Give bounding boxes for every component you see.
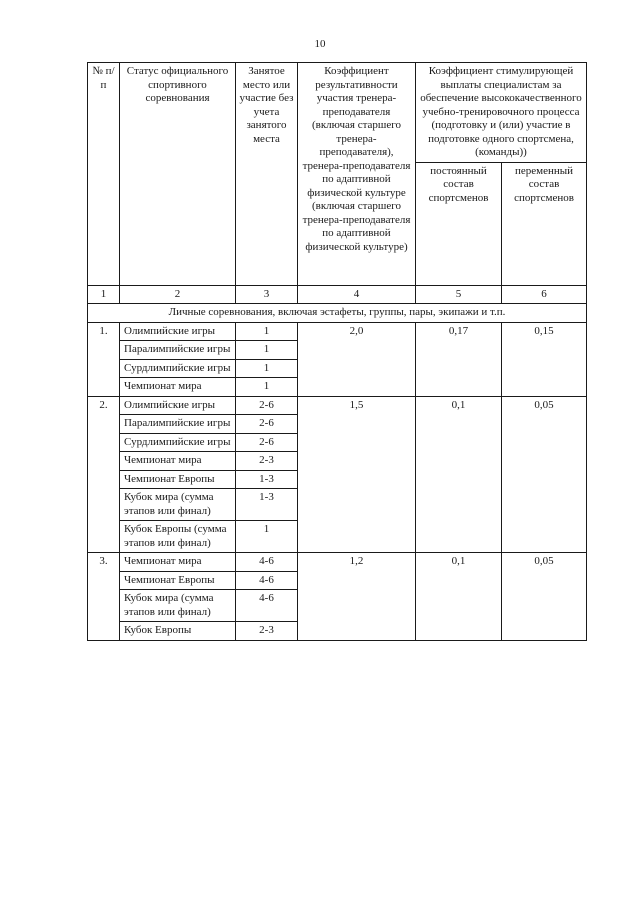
place: 1-3: [236, 489, 298, 521]
col-number: 6: [502, 285, 587, 304]
coef-permanent: 0,1: [416, 553, 502, 641]
coef-result: 2,0: [298, 322, 416, 396]
coef-variable: 0,05: [502, 553, 587, 641]
page-number: 10: [314, 38, 326, 50]
place: 2-6: [236, 396, 298, 415]
place: 1: [236, 322, 298, 341]
place: 1: [236, 359, 298, 378]
competition-status: Чемпионат мира: [120, 378, 236, 397]
place: 1-3: [236, 470, 298, 489]
header-coef-result: Коэффициент результативности участия тренера-преподавателя (включая старшего тренера-преподавателя), тренера-преподавателя по адаптивной физической культуре (включая старшего тренера-преподавателя по адаптивной физической культуре): [298, 63, 416, 286]
header-place: Занятое место или участие без учета занятого места: [236, 63, 298, 286]
group-num: 1.: [88, 322, 120, 396]
header-coef-stim: Коэффициент стимулирующей выплаты специалистам за обеспечение высококачественного учебно-тренировочного процесса (подготовку и (или) участие в подготовке одного спортсмена, (команды)): [416, 63, 587, 163]
place: 2-6: [236, 433, 298, 452]
competition-status: Паралимпийские игры: [120, 415, 236, 434]
table-row: [88, 322, 587, 341]
competition-status: Сурдлимпийские игры: [120, 359, 236, 378]
place: 1: [236, 521, 298, 553]
col-number: 2: [120, 285, 236, 304]
coef-result: 1,2: [298, 553, 416, 641]
place: 4-6: [236, 571, 298, 590]
coef-permanent: 0,1: [416, 396, 502, 553]
coef-variable: 0,05: [502, 396, 587, 553]
competition-status: Чемпионат мира: [120, 553, 236, 572]
table-row: [88, 553, 587, 572]
section-row: [88, 304, 587, 323]
section-title: Личные соревнования, включая эстафеты, группы, пары, экипажи и т.п.: [88, 304, 587, 323]
table-row: [88, 396, 587, 415]
coef-variable: 0,15: [502, 322, 587, 396]
coef-result: 1,5: [298, 396, 416, 553]
group-num: 2.: [88, 396, 120, 553]
header-num: № п/п: [88, 63, 120, 286]
place: 4-6: [236, 590, 298, 622]
col-number: 4: [298, 285, 416, 304]
place: 2-3: [236, 622, 298, 641]
group-num: 3.: [88, 553, 120, 641]
place: 1: [236, 341, 298, 360]
competition-status: Кубок Европы (сумма этапов или финал): [120, 521, 236, 553]
place: 2-3: [236, 452, 298, 471]
competition-status: Чемпионат Европы: [120, 470, 236, 489]
header-row: [88, 63, 587, 163]
place: 2-6: [236, 415, 298, 434]
competition-status: Кубок Европы: [120, 622, 236, 641]
col-number: 5: [416, 285, 502, 304]
place: 1: [236, 378, 298, 397]
competition-status: Паралимпийские игры: [120, 341, 236, 360]
competition-status: Чемпионат Европы: [120, 571, 236, 590]
column-numbers-row: [88, 285, 587, 304]
competition-status: Чемпионат мира: [120, 452, 236, 471]
col-number: 1: [88, 285, 120, 304]
header-status: Статус официального спортивного соревнования: [120, 63, 236, 286]
competition-status: Кубок мира (сумма этапов или финал): [120, 590, 236, 622]
col-number: 3: [236, 285, 298, 304]
header-variable: переменный состав спортсменов: [502, 162, 587, 285]
coefficients-table: [87, 62, 587, 641]
competition-status: Олимпийские игры: [120, 322, 236, 341]
competition-status: Кубок мира (сумма этапов или финал): [120, 489, 236, 521]
coef-permanent: 0,17: [416, 322, 502, 396]
competition-status: Сурдлимпийские игры: [120, 433, 236, 452]
competition-status: Олимпийские игры: [120, 396, 236, 415]
place: 4-6: [236, 553, 298, 572]
header-permanent: постоянный состав спортсменов: [416, 162, 502, 285]
